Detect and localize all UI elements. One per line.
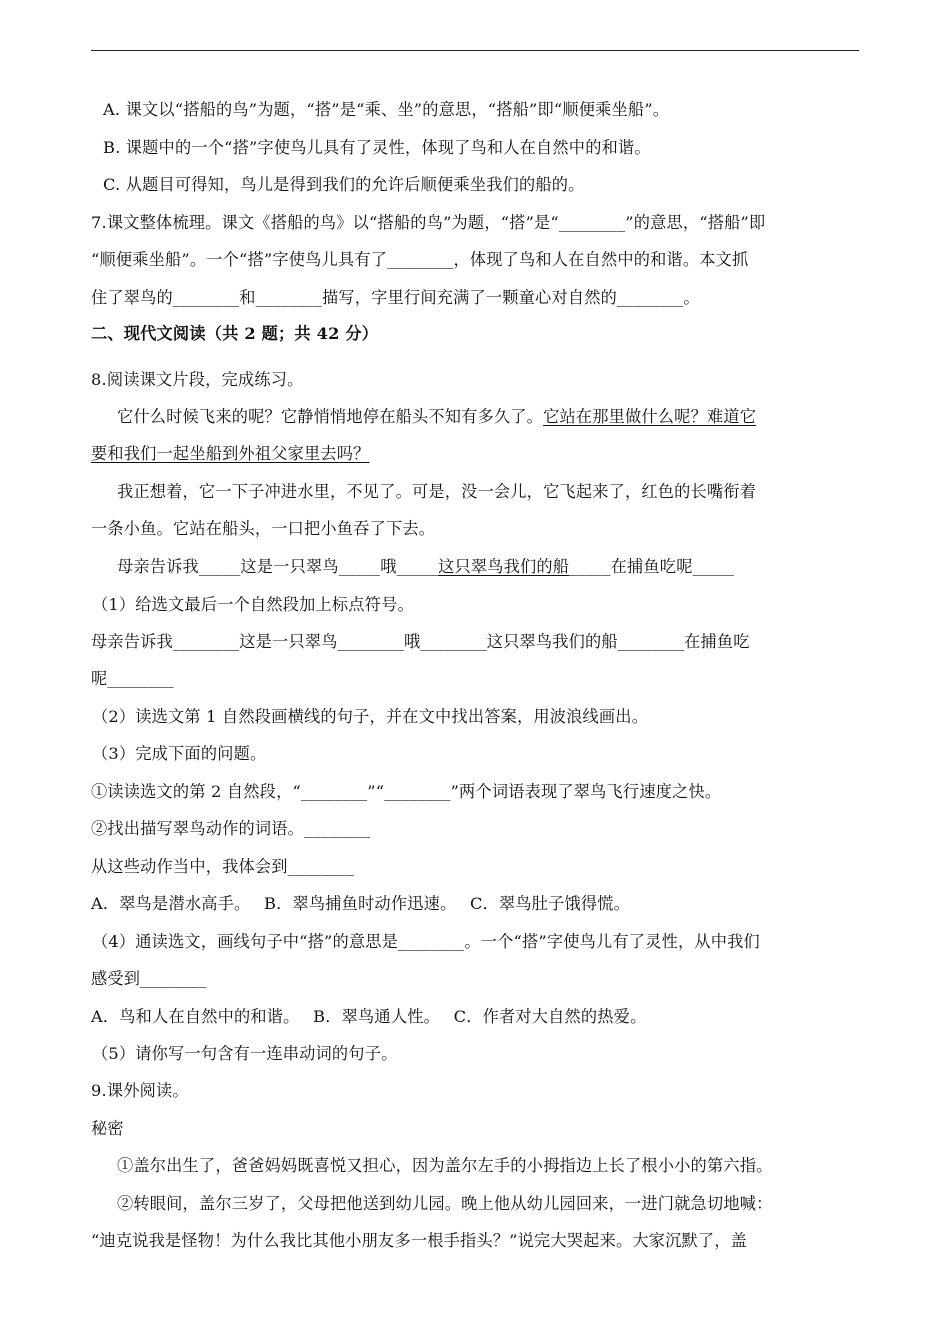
passage-text: 它什么时候飞来的呢？它静悄悄地停在船头不知有多久了。 [117,407,544,426]
passage-para-1-line-2: 要和我们一起坐船到外祖父家里去吗？ [91,444,370,463]
question-8-title: 8.阅读课文片段，完成练习。 [91,370,304,389]
sub-question-1: （1）给选文最后一个自然段加上标点符号。 [92,595,414,614]
passage-para-2-line-1: 我正想着，它一下子冲进水里，不见了。可是，没一会儿，它飞起来了，红色的长嘴衔着 [117,482,757,501]
passage-text: 母亲告诉我_____这是一只翠鸟_____哦_____ [117,557,439,576]
question-9-title: 9.课外阅读。 [91,1081,189,1100]
passage-para-3 [117,556,889,578]
section-heading: 二、现代文阅读（共 2 题；共 42 分） [91,324,379,343]
story-title: 秘密 [91,1119,124,1138]
sub-question-3-item-2: ②找出描写翠鸟动作的词语。________ [91,819,371,838]
sub-question-3-item-3: 从这些动作当中，我体会到________ [91,857,354,876]
option-a: A. 课文以“搭船的鸟”为题，“搭”是“乘、坐”的意思，“搭船”即“顺便乘坐船”。 [103,100,670,119]
passage-text: _____在捕鱼吃呢_____ [569,557,735,576]
passage-para-2-line-2: 一条小鱼。它站在船头，一口把小鱼吞了下去。 [91,519,436,538]
story-para-2-line-1: ②转眼间，盖尔三岁了，父母把他送到幼儿园。晚上他从幼儿园回来，一进门就急切地喊： [117,1194,773,1213]
sub-question-3-item-1: ①读读选文的第 2 自然段，“________”“________”两个词语表现了翠鸟飞行速度之快。 [91,782,722,801]
sub-question-5: （5）请你写一句含有一连串动词的句子。 [92,1044,398,1063]
option-b: B. 课题中的一个“搭”字使鸟儿具有了灵性，体现了鸟和人在自然中的和谐。 [103,138,651,157]
sub-question-2: （2）读选文第 1 自然段画横线的句子，并在文中找出答案，用波浪线画出。 [92,707,649,726]
sub-question-3: （3）完成下面的问题。 [92,744,267,763]
sub-question-4-line-2: 感受到________ [91,969,207,988]
story-para-1: ①盖尔出生了，爸爸妈妈既喜悦又担心，因为盖尔左手的小拇指边上长了根小小的第六指。 [117,1156,773,1175]
option-c: C. 从题目可得知，鸟儿是得到我们的允许后顺便乘坐我们的船的。 [103,175,585,194]
underlined-phrase: 这只翠鸟我们的船 [438,557,570,576]
sub-question-3-options: A．翠鸟是潜水高手。 B．翠鸟捕鱼时动作迅速。 C．翠鸟肚子饿得慌。 [91,894,631,913]
question-7-line-1: 7.课文整体梳理。课文《搭船的鸟》以“搭船的鸟”为题，“搭”是“________”的意思，“搭船”即 [91,213,766,232]
sub-question-4-options: A．鸟和人在自然中的和谐。 B．翠鸟通人性。 C．作者对大自然的热爱。 [91,1007,647,1026]
header-rule [91,50,859,51]
question-7-line-2: “顺便乘坐船”。一个“搭”字使鸟儿具有了________，体现了鸟和人在自然中的和谐。本文抓 [91,250,749,269]
sub-question-1-answer-line-2: 呢________ [91,669,174,688]
sub-question-4-line-1: （4）通读选文，画线句子中“搭”的意思是________。一个“搭”字使鸟儿有了灵性，从中我们 [92,932,760,951]
underlined-sentence: 它站在那里做什么呢？难道它 [543,407,757,426]
sub-question-1-answer-line-1: 母亲告诉我________这是一只翠鸟________哦________这只翠鸟我们的船________在捕鱼吃 [91,632,750,651]
story-para-2-line-2: “迪克说我是怪物！为什么我比其他小朋友多一根手指头？”说完大哭起来。大家沉默了，盖 [91,1231,748,1250]
passage-para-1-line-1 [117,406,889,428]
question-7-line-3: 住了翠鸟的________和________描写，字里行间充满了一颗童心对自然的________。 [91,288,700,307]
